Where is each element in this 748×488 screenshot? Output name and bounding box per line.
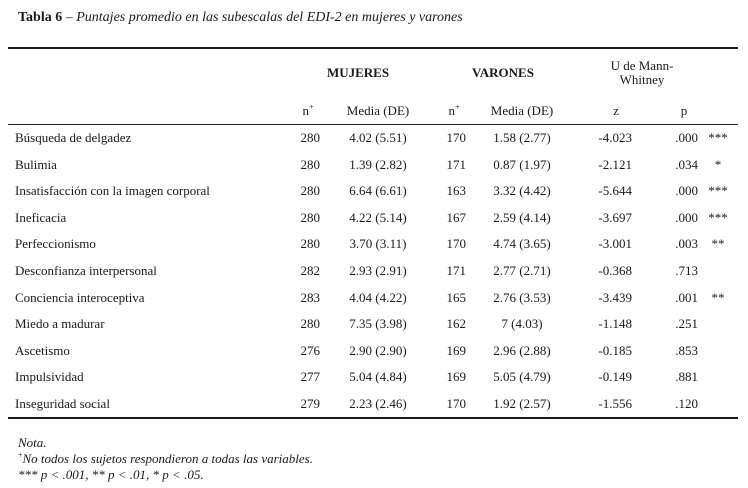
z-value: -0.185 [598, 342, 632, 358]
n-women: 276 [300, 342, 320, 358]
table-row [0, 152, 748, 179]
mean-men: 2.96 (2.88) [493, 342, 551, 358]
table-caption [18, 10, 463, 26]
row-label: Inseguridad social [15, 395, 110, 411]
row-label: Desconfianza interpersonal [15, 262, 157, 278]
mean-men: 3.32 (4.42) [493, 183, 551, 199]
mean-men: 1.92 (2.57) [493, 395, 551, 411]
n-men: 170 [446, 236, 466, 252]
mean-men: 7 (4.03) [501, 316, 543, 332]
table-row [0, 285, 748, 312]
n-men: 163 [446, 183, 466, 199]
z-value: -5.644 [598, 183, 632, 199]
mean-men: 2.77 (2.71) [493, 262, 551, 278]
mann-whitney-line2: Whitney [619, 72, 665, 87]
table-body [0, 125, 748, 418]
mean-women: 4.04 (4.22) [349, 289, 407, 305]
table-row [0, 178, 748, 205]
p-value: .251 [675, 316, 698, 332]
n-women: 282 [300, 262, 320, 278]
mean-women: 6.64 (6.61) [349, 183, 407, 199]
z-value: -3.439 [598, 289, 632, 305]
z-value: -2.121 [598, 156, 632, 172]
n-men: 170 [446, 395, 466, 411]
bottom-rule [8, 417, 738, 419]
p-value: .001 [675, 289, 698, 305]
table-row [0, 258, 748, 285]
mean-men: 5.05 (4.79) [493, 369, 551, 385]
row-label: Impulsividad [15, 369, 84, 385]
header-mujeres: MUJERES [326, 65, 390, 80]
note-title: Nota. [18, 435, 47, 450]
mean-women: 4.02 (5.51) [349, 130, 407, 145]
n-men: 171 [446, 262, 466, 278]
mean-women: 2.93 (2.91) [349, 262, 407, 278]
header-n-men: n+ [448, 102, 460, 118]
n-men: 169 [446, 369, 466, 385]
n-women: 280 [300, 236, 320, 252]
top-rule [8, 47, 738, 49]
n-women: 279 [300, 395, 320, 411]
table-row [0, 311, 748, 338]
n-women: 280 [300, 156, 320, 172]
n-women: 280 [300, 316, 320, 332]
mean-women: 5.04 (4.84) [349, 369, 407, 385]
header-varones: VARONES [472, 65, 534, 80]
note-line2: *** p < .001, ** p < .01, * p < .05. [18, 467, 204, 482]
p-value: .000 [675, 209, 698, 225]
n-women: 280 [300, 183, 320, 199]
n-men: 170 [446, 130, 466, 145]
table-row [0, 205, 748, 232]
row-label: Miedo a madurar [15, 316, 105, 332]
n-women: 280 [300, 130, 320, 145]
z-value: -1.148 [598, 316, 632, 332]
n-women: 283 [300, 289, 320, 305]
z-value: -0.149 [598, 369, 632, 385]
significance: ** [711, 236, 725, 252]
table-row [0, 338, 748, 365]
mean-women: 4.22 (5.14) [349, 209, 407, 225]
header-z: z [613, 103, 619, 118]
caption-dash: – [62, 10, 77, 25]
header-mean-women: Media (DE) [346, 103, 410, 118]
n-women: 280 [300, 209, 320, 225]
n-men: 167 [446, 209, 466, 225]
mean-men: 1.58 (2.77) [493, 130, 551, 145]
mean-men: 2.59 (4.14) [493, 209, 551, 225]
row-label: Ineficacia [15, 209, 67, 225]
p-value: .881 [675, 369, 698, 385]
row-label: Ascetismo [15, 342, 70, 358]
header-n-women: n+ [302, 102, 314, 118]
n-men: 165 [446, 289, 466, 305]
header-mann-whitney [594, 59, 690, 87]
p-value: .000 [675, 183, 698, 199]
p-value: .853 [675, 342, 698, 358]
mean-women: 1.39 (2.82) [349, 156, 407, 172]
z-value: -3.001 [598, 236, 632, 252]
row-label: Conciencia interoceptiva [15, 289, 145, 305]
row-label: Perfeccionismo [15, 236, 96, 252]
note-line1: +No todos los sujetos respondieron a todas las variables. [18, 450, 313, 466]
mean-women: 7.35 (3.98) [349, 316, 407, 332]
table-row [0, 391, 748, 418]
n-men: 162 [446, 316, 466, 332]
p-value: .034 [675, 156, 698, 172]
header-mean-men: Media (DE) [490, 103, 554, 118]
mean-men: 4.74 (3.65) [493, 236, 551, 252]
significance: *** [708, 183, 728, 199]
significance: *** [708, 209, 728, 225]
n-women: 277 [300, 369, 320, 385]
mann-whitney-line1: U de Mann- [610, 58, 674, 73]
significance: *** [708, 130, 728, 145]
table-title: Puntajes promedio en las subescalas del EDI-2 en mujeres y varones [76, 10, 463, 25]
significance: ** [711, 289, 725, 305]
row-label: Insatisfacción con la imagen corporal [15, 183, 210, 199]
row-label: Búsqueda de delgadez [15, 130, 132, 145]
z-value: -3.697 [598, 209, 632, 225]
significance: * [714, 156, 722, 172]
table-row [0, 364, 748, 391]
p-value: .713 [675, 262, 698, 278]
p-value: .000 [675, 130, 698, 145]
p-value: .003 [675, 236, 698, 252]
mean-men: 0.87 (1.97) [493, 156, 551, 172]
p-value: .120 [675, 395, 698, 411]
mean-women: 3.70 (3.11) [349, 236, 407, 252]
table-row [0, 125, 748, 152]
n-men: 171 [446, 156, 466, 172]
n-men: 169 [446, 342, 466, 358]
mean-men: 2.76 (3.53) [493, 289, 551, 305]
mean-women: 2.90 (2.90) [349, 342, 407, 358]
header-p: p [680, 103, 688, 118]
row-label: Bulimia [15, 156, 57, 172]
table-row [0, 231, 748, 258]
mean-women: 2.23 (2.46) [349, 395, 407, 411]
z-value: -1.556 [598, 395, 632, 411]
z-value: -0.368 [598, 262, 632, 278]
z-value: -4.023 [598, 130, 632, 145]
table-label: Tabla 6 [18, 10, 63, 25]
